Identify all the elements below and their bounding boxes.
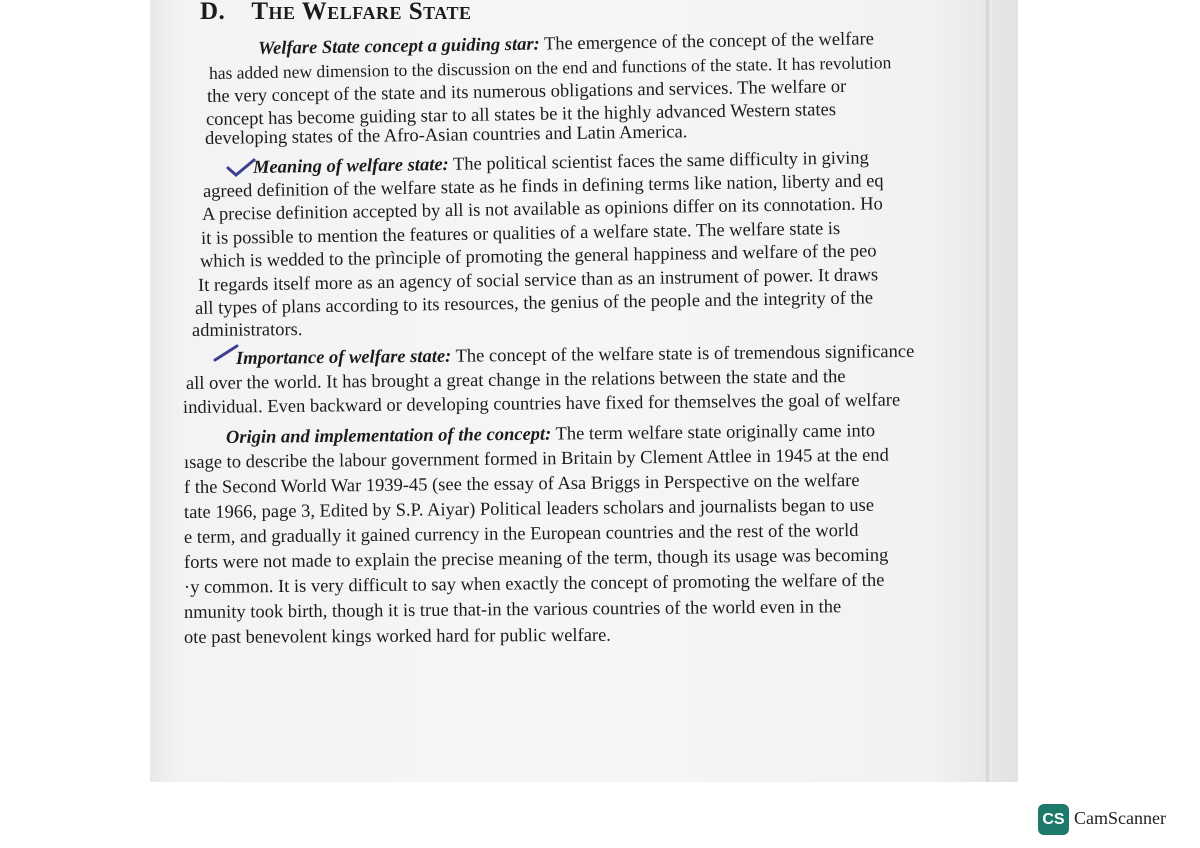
camscanner-logo-icon: CS — [1038, 804, 1069, 835]
page-edge — [986, 0, 992, 782]
paragraph-2-line-1: Meaning of welfare state: The political scientist faces the same difficulty in giving — [252, 148, 869, 178]
paragraph-4-line-7: ·y common. It is very difficult to say when exactly the concept of promoting the welfare of the — [183, 570, 885, 598]
paragraph-2-line-8: administrators. — [191, 320, 303, 341]
paragraph-2-lead: Meaning of welfare state: — [252, 154, 449, 178]
paragraph-3-line-1: Importance of welfare state: The concept of the welfare state is of tremendous significance — [235, 341, 915, 369]
paragraph-4-line-9: ote past benevolent kings worked hard for public welfare. — [183, 625, 611, 648]
paragraph-1-lead: Welfare State concept a guiding star: — [257, 34, 540, 59]
paragraph-4-line-2: ısage to describe the labour government formed in Britain by Clement Attlee in 1945 at the end — [183, 445, 889, 473]
paragraph-4-line-1: Origin and implementation of the concept: The term welfare state originally came into — [225, 421, 876, 448]
paragraph-2-line-4: it is possible to mention the features or qualities of a welfare state. The welfare state is — [200, 218, 841, 249]
paragraph-3-line-2: all over the world. It has brought a great change in the relations between the state and the — [185, 367, 846, 394]
paragraph-2-line-3: A precise definition accepted by all is not available as opinions differ on its connotation. Ho — [201, 194, 883, 225]
paragraph-2-line-2: agreed definition of the welfare state as he finds in defining terms like nation, liberty and eq — [202, 171, 884, 202]
paragraph-1-line-1: Welfare State concept a guiding star: The emergence of the concept of the welfare — [257, 29, 875, 59]
paragraph-1-line-3: the very concept of the state and its numerous obligations and services. The welfare or — [206, 76, 847, 107]
paragraph-4-line-8: nmunity took birth, though it is true that-in the various countries of the world even in the — [183, 597, 842, 623]
section-heading — [200, 0, 471, 26]
paragraph-1-line-2: has added new dimension to the discussion on the end and functions of the state. It has revolution — [208, 52, 892, 83]
paragraph-3-lead: Importance of welfare state: — [235, 346, 452, 369]
paragraph-2-line-7: all types of plans according to its resources, the genius of the people and the integrity of the — [194, 288, 874, 319]
paragraph-1-line-5: developing states of the Afro-Asian countries and Latin America. — [204, 122, 688, 149]
paragraph-3-line-3: individual. Even backward or developing countries have fixed for themselves the goal of welfare — [182, 390, 901, 418]
paragraph-4-line-6: forts were not made to explain the precise meaning of the term, though its usage was becoming — [183, 545, 889, 573]
paragraph-2-line-5: which is wedded to the prìnciple of promoting the general happiness and welfare of the peo — [199, 241, 877, 272]
paragraph-1-line-4: concept has become guiding star to all states be it the highly advanced Western states — [205, 100, 837, 130]
pen-tick-mark-1 — [226, 158, 256, 178]
camscanner-watermark-text: CamScanner — [1074, 808, 1166, 828]
paragraph-4-line-3: f the Second World War 1939-45 (see the essay of Asa Briggs in Perspective on the welfare — [183, 470, 860, 498]
paragraph-4-line-4: tate 1966, page 3, Edited by S.P. Aiyar) Political leaders scholars and journalists began to use — [183, 495, 875, 523]
paragraph-4-line-5: e term, and gradually it gained currency in the European countries and the rest of the world — [183, 520, 859, 548]
paragraph-2-line-6: It regards itself more as an agency of social service than as an instrument of power. It draws — [197, 265, 879, 296]
paragraph-4-lead: Origin and implementation of the concept: — [225, 424, 552, 448]
section-title: The Welfare State — [251, 0, 472, 25]
section-number: D. — [200, 0, 226, 25]
